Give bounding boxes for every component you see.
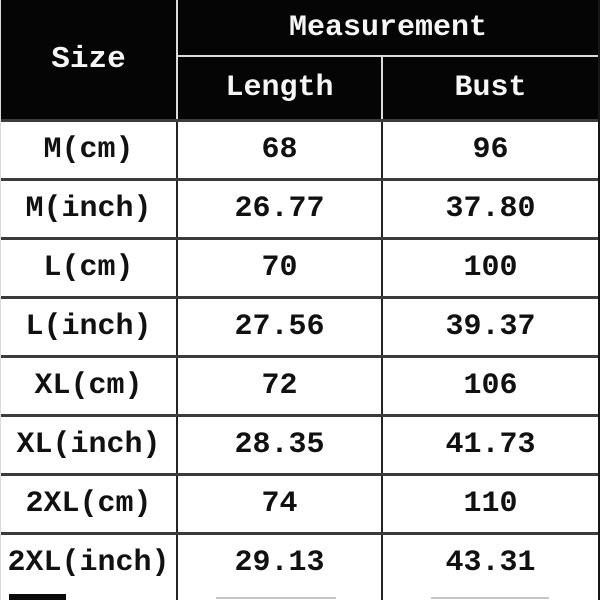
size-cell: M(inch)	[1, 181, 178, 237]
length-cell: 74	[178, 476, 383, 532]
bust-header-cell	[383, 57, 598, 119]
length-header-label: Length	[225, 71, 334, 105]
bust-cell: 100	[463, 251, 518, 285]
table-row	[1, 473, 598, 532]
table-header	[1, 0, 598, 119]
table-row	[1, 119, 598, 178]
bust-cell: 43.31	[445, 546, 536, 580]
bust-cell: 37.80	[445, 192, 536, 226]
size-cell: XL(inch)	[1, 417, 178, 473]
table-row	[1, 296, 598, 355]
size-cell: M(cm)	[1, 122, 178, 178]
length-cell: 70	[178, 240, 383, 296]
size-cell: 2XL(inch)	[1, 535, 178, 591]
length-cell: 27.56	[178, 299, 383, 355]
size-cell: XL(cm)	[1, 358, 178, 414]
bottom-crop-artifact	[1, 591, 598, 600]
length-cell: 26.77	[178, 181, 383, 237]
length-cell: 68	[178, 122, 383, 178]
length-cell: 28.35	[178, 417, 383, 473]
bust-cell: 106	[463, 369, 518, 403]
size-header-cell	[1, 0, 178, 119]
size-cell: L(cm)	[1, 240, 178, 296]
length-header-cell	[178, 57, 383, 119]
table-row	[1, 237, 598, 296]
cropped-gray-line	[216, 597, 336, 599]
bust-cell: 110	[463, 487, 518, 521]
bust-cell: 96	[472, 133, 509, 167]
size-header-label: Size	[51, 42, 126, 77]
table-row	[1, 178, 598, 237]
measurement-subheader-row	[178, 57, 598, 119]
table-row	[1, 355, 598, 414]
size-cell: L(inch)	[1, 299, 178, 355]
bust-cell: 39.37	[445, 310, 536, 344]
cropped-black-element	[9, 594, 66, 600]
column-divider	[176, 591, 178, 600]
measurement-header-group	[178, 0, 598, 119]
length-cell: 72	[178, 358, 383, 414]
length-cell: 29.13	[178, 535, 383, 591]
column-divider	[381, 591, 383, 600]
measurement-header-label: Measurement	[288, 10, 488, 45]
bust-header-label: Bust	[454, 71, 527, 105]
table-row	[1, 532, 598, 591]
table-row	[1, 414, 598, 473]
cropped-gray-line	[431, 597, 549, 599]
bust-cell: 41.73	[445, 428, 536, 462]
measurement-header-cell	[178, 0, 598, 57]
size-cell: 2XL(cm)	[1, 476, 178, 532]
